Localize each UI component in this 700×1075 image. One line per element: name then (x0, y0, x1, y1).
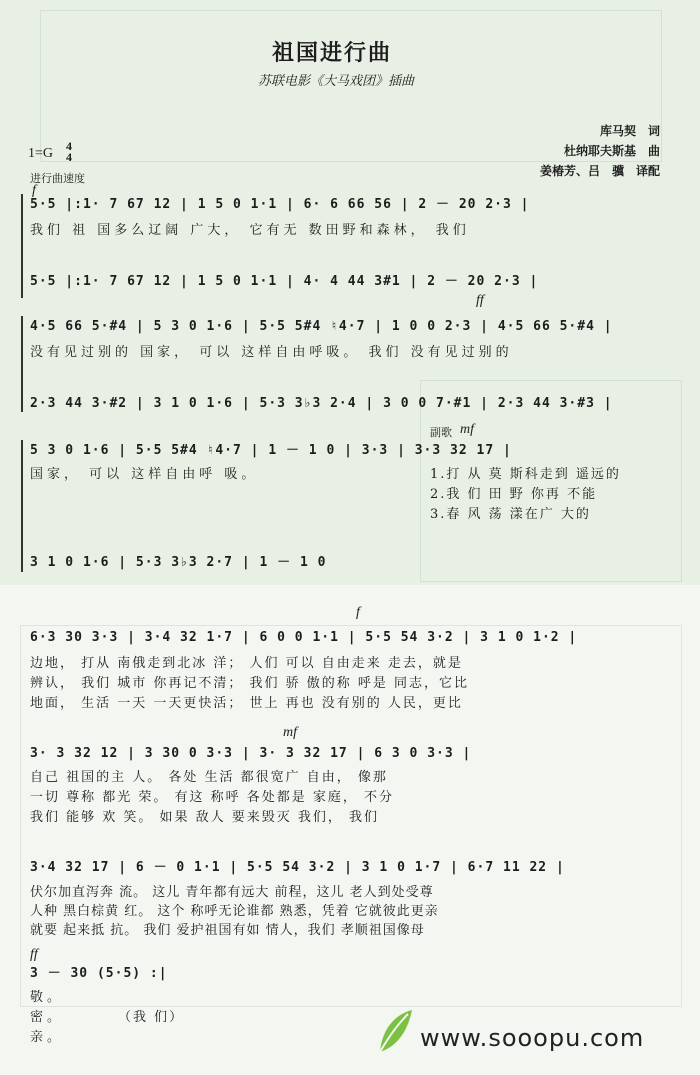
tempo-marking: 进行曲速度 (30, 172, 85, 185)
watermark-site-link[interactable]: www.sooopu.com (420, 1024, 645, 1052)
verse-3-line-8: 我们 能够 欢 笑。 如果 敌人 要来毁灭 我们， 我们 (30, 810, 380, 825)
verse-3-line-5: 3.春 风 荡 漾在广 大的 (430, 507, 591, 522)
lyric-line-3: 没有见过别的 国家， 可以 这样自由呼吸。 我们 没有见过别的 (30, 345, 513, 360)
composer-credit: 杜纳耶夫斯基 曲 (563, 144, 660, 158)
dynamic-mf: mf (460, 422, 474, 437)
verse-1-ending: 敬。 (30, 990, 65, 1005)
dynamic-f: f (32, 183, 36, 198)
verse-3-line-9: 就要 起来抵 抗。 我们 爱护祖国有如 情人，我们 孝顺祖国像母 (30, 923, 425, 938)
melody-line-3: 4·5 66 5·#4 | 5 3 0 1·6 | 5·5 5#4 ♮4·7 | 1 0 0 2·3 | 4·5 66 5·#4 | (30, 319, 613, 334)
verse-1-line-7: 边地， 打从 南俄走到北冰 洋； 人们 可以 自由走来 走去，就是 (30, 656, 463, 671)
harmony-line-6: 3 1 0 1·6 | 5·3 3♭3 2·7 | 1 － 1 0 (30, 555, 327, 570)
melody-line-9: 3·4 32 17 | 6 － 0 1·1 | 5·5 54 3·2 | 3 1 0 1·7 | 6·7 11 22 | (30, 860, 565, 875)
verse-2-ending: 密。 (30, 1010, 65, 1025)
system-brace (21, 316, 23, 412)
final-melody-line: 3 － 30 (5·5) :| (30, 966, 168, 981)
chorus-label: 副歌 (430, 426, 452, 439)
key-signature: 1=G (28, 146, 54, 161)
verse-2-line-5: 2.我 们 田 野 你再 不能 (430, 487, 598, 502)
melody-line-5: 5 3 0 1·6 | 5·5 5#4 ♮4·7 | 1 － 1 0 | 3·3 | 3·3 32 17 | (30, 443, 512, 458)
translator-credit: 姜椿芳、吕 骥 译配 (539, 164, 660, 178)
verse-2-line-8: 一切 尊称 都光 荣。 有这 称呼 各处都是 家庭， 不分 (30, 790, 395, 805)
verse-3-ending: 亲。 (30, 1030, 65, 1045)
green-leaf-icon (374, 1008, 414, 1058)
dynamic-f: f (356, 605, 360, 620)
song-title: 祖国进行曲 (272, 40, 393, 66)
melody-line-8: 3· 3 32 12 | 3 30 0 3·3 | 3· 3 32 17 | 6 3 0 3·3 | (30, 746, 472, 761)
melody-line-1: 5·5 |:1· 7 67 12 | 1 5 0 1·1 | 6· 6 66 56 | 2 － 20 2·3 | (30, 197, 530, 212)
verse-1-line-8: 自己 祖国的主 人。 各处 生活 都很宽广 自由， 像那 (30, 770, 388, 785)
verse-1-line-9: 伏尔加直泻奔 流。 这儿 青年都有远大 前程，这儿 老人到处受尊 (30, 885, 434, 900)
harmony-line-4: 2·3 44 3·#2 | 3 1 0 1·6 | 5·3 3♭3 2·4 | 3 0 0 7·#1 | 2·3 44 3·#3 | (30, 396, 613, 411)
dynamic-mf: mf (283, 725, 297, 740)
verse-1-line-5: 1.打 从 莫 斯科走到 遥远的 (430, 467, 621, 482)
repeat-pickup-lyric: （我 们） (118, 1010, 185, 1025)
system-brace (21, 440, 23, 572)
harmony-line-2: 5·5 |:1· 7 67 12 | 1 5 0 1·1 | 4· 4 44 3#1 | 2 － 20 2·3 | (30, 274, 539, 289)
lyricist-credit: 库马契 词 (599, 124, 660, 138)
score-page-bottom (0, 585, 700, 1075)
melody-line-7: 6·3 30 3·3 | 3·4 32 1·7 | 6 0 0 1·1 | 5·5 54 3·2 | 3 1 0 1·2 | (30, 630, 578, 645)
lyric-line-5: 国家， 可以 这样自由呼 吸。 (30, 467, 259, 482)
lyric-line-1: 我们 祖 国多么辽阔 广大， 它有无 数田野和森林， 我们 (30, 223, 470, 238)
system-brace (21, 194, 23, 298)
song-subtitle: 苏联电影《大马戏团》插曲 (258, 74, 415, 89)
time-sig-bottom: 4 (66, 150, 72, 164)
verse-2-line-9: 人种 黑白棕黄 红。 这个 称呼无论谁都 熟悉，凭着 它就彼此更亲 (30, 904, 439, 919)
dynamic-ff: ff (30, 947, 38, 962)
verse-3-line-7: 地面， 生活 一天 一天更快活； 世上 再也 没有别的 人民，更比 (30, 696, 463, 711)
time-sig-top: 4 (66, 139, 72, 153)
dynamic-ff: ff (476, 293, 484, 308)
verse-2-line-7: 辨认， 我们 城市 你再记不清； 我们 骄 傲的称 呼是 同志，它比 (30, 676, 470, 691)
time-signature (66, 141, 72, 163)
